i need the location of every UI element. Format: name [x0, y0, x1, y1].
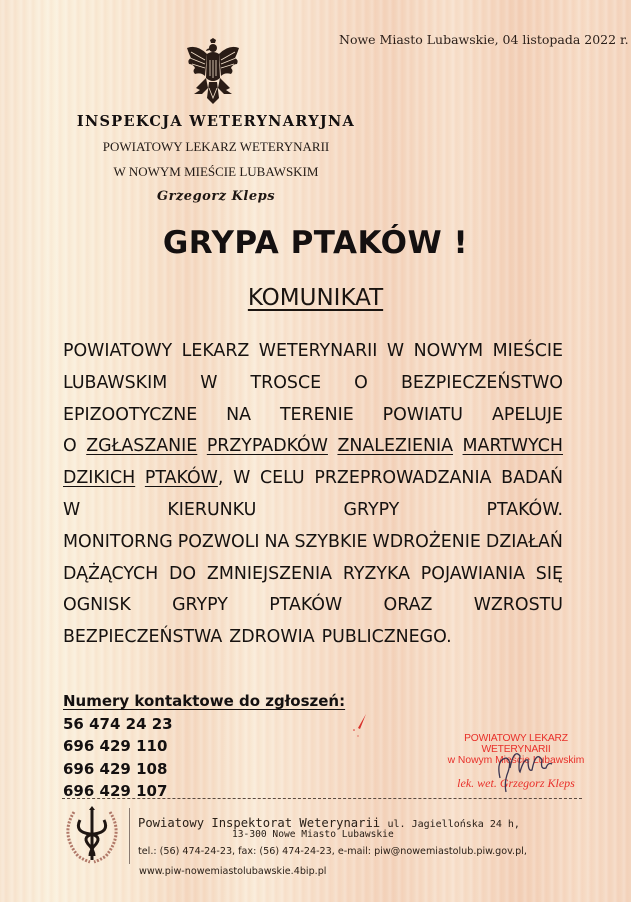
org-contact-line: tel.: (56) 474-24-23, fax: (56) 474-24-23, e-mail: piw@nowemiastolub.piw.gov.pl,: [138, 846, 527, 857]
body-word: PTAKÓW,: [144, 468, 224, 489]
date-line: Nowe Miasto Lubawskie, 04 listopada 2022 r.: [339, 32, 629, 47]
body-word: MIEŚCIE: [492, 341, 563, 361]
org-city: 13-300 Nowe Miasto Lubawskie: [232, 829, 394, 840]
body-word: PTAKÓW: [269, 595, 343, 616]
org-name: Powiatowy Inspektorat Weterynarii: [138, 816, 381, 830]
stamp-line-1: POWIATOWY LEKARZ WETERYNARII: [464, 733, 568, 755]
contact-numbers: [63, 690, 345, 803]
body-word: MONITORNG: [63, 531, 173, 552]
body-word: ZGŁASZANIE: [86, 436, 198, 457]
body-word: O: [354, 372, 368, 393]
body-word: DĄŻĄCYCH: [63, 563, 159, 584]
office-line-1: POWIATOWY LEKARZ WETERYNARII: [102, 139, 330, 154]
body-word: ORAZ: [383, 595, 433, 616]
polish-eagle-icon: [183, 38, 243, 104]
body-word: DO: [169, 563, 197, 584]
officer-name: Grzegorz Kleps: [156, 189, 276, 204]
body-word: W: [200, 372, 218, 393]
subtitle-text: KOMUNIKAT: [247, 285, 384, 311]
body-word: WZROSTU: [473, 595, 563, 616]
org-website[interactable]: www.piw-nowemiastolubawskie.4bip.pl: [139, 866, 327, 877]
caduceus-wreath-icon: [60, 806, 124, 866]
body-word: EPIZOOTYCZNE: [63, 404, 198, 425]
body-word: ZNALEZIENIA: [337, 436, 454, 457]
ink-mark: [350, 712, 370, 742]
stamp-line-2: w Nowym Mieście Lubawskim: [447, 755, 585, 766]
phone-number: 56 474 24 23: [63, 714, 173, 733]
body-word: KIERUNKU: [167, 499, 257, 520]
body-word: GRYPY: [172, 595, 228, 616]
footer-divider: [62, 798, 582, 799]
institution-name: INSPEKCJA WETERYNARYJNA: [76, 113, 356, 130]
body-word: POWIATU: [382, 404, 464, 425]
body-line: [63, 368, 563, 400]
body-line: [63, 431, 563, 463]
body-line: [63, 590, 563, 622]
body-line: [63, 622, 563, 654]
body-word: OGNISK: [63, 595, 131, 616]
stamp-line-3: lek. wet. Grzegorz Kleps: [457, 776, 575, 790]
body-line: [63, 463, 563, 495]
body-word: WDROŻENIE: [372, 531, 481, 552]
body-word: DZIKICH: [63, 468, 136, 489]
body-word: LUBAWSKIM: [63, 372, 168, 393]
body-word: RYZYKA: [342, 563, 410, 584]
body-word: POZWOLI: [177, 531, 260, 552]
body-word: PRZEPROWADZANIA: [314, 468, 492, 489]
body-line: [63, 527, 563, 559]
body-word: W: [63, 499, 81, 520]
body-word: TERENIE: [279, 404, 354, 425]
body-line: [63, 400, 563, 432]
body-word: WETERYNARII: [258, 341, 378, 361]
footer-separator: [129, 808, 130, 864]
body-word: BADAŃ: [501, 468, 563, 489]
body-word: W: [233, 468, 251, 489]
footer-org-line: [138, 816, 520, 830]
body-line: [63, 336, 563, 368]
body-word: ZDROWIA: [229, 627, 315, 648]
body-word: POJAWIANIA: [420, 563, 525, 584]
body-word: GRYPY: [343, 499, 400, 520]
body-word: PRZYPADKÓW: [206, 436, 328, 457]
letterhead: [56, 113, 376, 204]
document-subtitle: [0, 285, 631, 311]
org-street: ul. Jagiellońska 24 h,: [387, 819, 520, 830]
signature: [490, 738, 590, 798]
office-line-2: W NOWYM MIEŚCIE LUBAWSKIM: [113, 164, 319, 179]
contacts-label: Numery kontaktowe do zgłoszeń:: [63, 692, 346, 710]
phone-number: 696 429 107: [63, 782, 168, 801]
body-word: SIĘ: [535, 563, 563, 584]
body-word: POWIATOWY: [63, 341, 173, 361]
body-word: W: [386, 341, 405, 361]
body-word: PUBLICZNEGO.: [321, 627, 452, 648]
body-word: BEZPIECZEŃSTWO: [400, 372, 563, 393]
body-word: DZIAŁAŃ: [485, 531, 563, 552]
body-word: CELU: [259, 468, 305, 489]
body-line: [63, 495, 563, 527]
phone-number: 696 429 110: [63, 737, 168, 756]
body-line: [63, 559, 563, 591]
body-word: ZMNIEJSZENIA: [206, 563, 333, 584]
body-word: APELUJE: [491, 404, 563, 425]
body-word: NA: [264, 531, 290, 552]
announcement-body: [63, 336, 563, 654]
body-word: PTAKÓW.: [486, 499, 563, 520]
body-word: MARTWYCH: [462, 436, 563, 457]
body-word: SZYBKIE: [294, 531, 368, 552]
body-word: LEKARZ: [181, 341, 250, 361]
body-word: NA: [226, 404, 252, 425]
body-word: O: [63, 436, 77, 457]
phone-number: 696 429 108: [63, 759, 168, 778]
body-word: BEZPIECZEŃSTWA: [63, 627, 223, 648]
body-word: TROSCE: [250, 372, 322, 393]
body-word: NOWYM: [413, 341, 484, 361]
document-title: GRYPA PTAKÓW !: [162, 225, 469, 261]
